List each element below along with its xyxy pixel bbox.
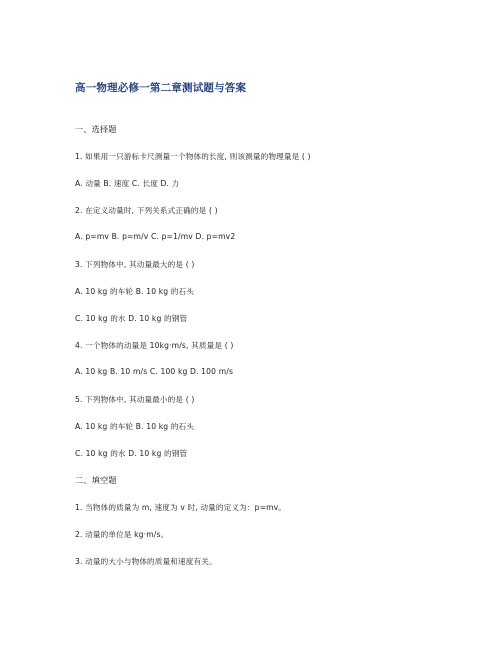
question-2: 2. 在定义动量时, 下列关系式正确的是 ( )	[75, 206, 218, 215]
question-5-options-c-d: C. 10 kg 的水 D. 10 kg 的钢管	[75, 449, 188, 458]
question-4-options: A. 10 kg B. 10 m/s C. 100 kg D. 100 m/s	[75, 367, 234, 376]
question-2-options: A. p=mv B. p=m/v C. p=1/mv D. p=mv2	[75, 232, 236, 241]
question-3-options-c-d: C. 10 kg 的水 D. 10 kg 的钢管	[75, 314, 188, 323]
question-1: 1. 如果用一只游标卡尺测量一个物体的长度, 则该测量的物理量是 ( )	[75, 152, 311, 161]
question-3-options-a-b: A. 10 kg 的车轮 B. 10 kg 的石头	[75, 287, 195, 296]
section-heading-choice: 一、选择题	[75, 124, 117, 134]
question-1-options: A. 动量 B. 速度 C. 长度 D. 力	[75, 179, 180, 188]
fill-in-1: 1. 当物体的质量为 m, 速度为 v 时, 动量的定义为：p=mv。	[75, 503, 287, 512]
question-5-options-a-b: A. 10 kg 的车轮 B. 10 kg 的石头	[75, 422, 195, 431]
fill-in-3: 3. 动量的大小与物体的质量和速度有关。	[75, 557, 217, 566]
question-4: 4. 一个物体的动量是 10kg·m/s, 其质量是 ( )	[75, 341, 234, 350]
section-heading-fill-in: 二、填空题	[75, 475, 117, 485]
question-5: 5. 下列物体中, 其动量最小的是 ( )	[75, 395, 195, 404]
document-title: 高一物理必修一第二章测试题与答案	[75, 82, 247, 94]
question-3: 3. 下列物体中, 其动量最大的是 ( )	[75, 260, 195, 269]
fill-in-2: 2. 动量的单位是 kg·m/s。	[75, 530, 169, 539]
